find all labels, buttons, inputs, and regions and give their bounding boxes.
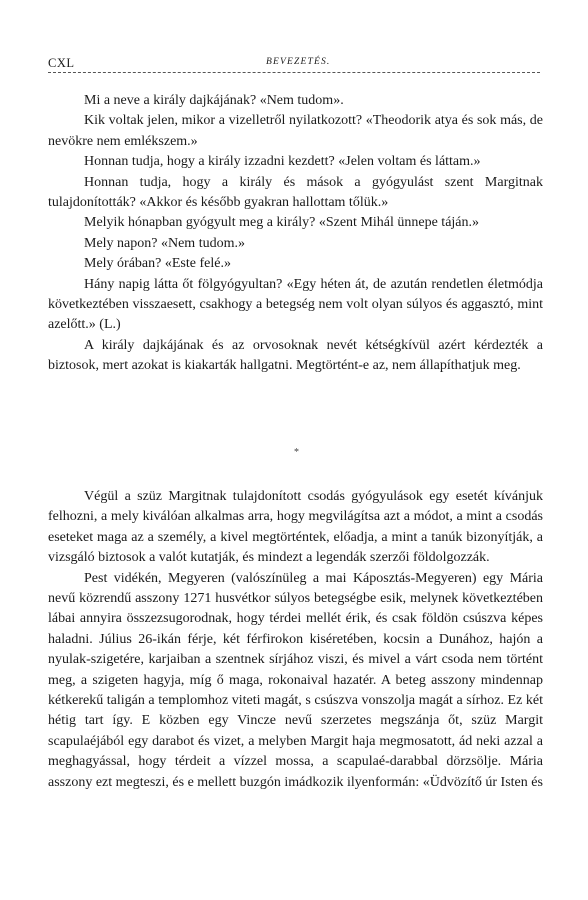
paragraph: Végül a szüz Margitnak tulajdonított csodás gyógyulások egy esetét kívánjuk felhozni, a mely kiválóan alkalmas arra, hogy megvilágítsa azt a módot, a mint a csodás eseteket maga az a személy, a kivel megtörténtek, előadja, a mint a tanúk bizonyítják, a vizsgáló biztosok a valót kutatják, és mindezt a legendák szerzői földolgozzák.: [48, 489, 543, 566]
paragraph: Honnan tudja, hogy a király és mások a gyógyulást szent Margitnak tulajdonították? «Akkor és később gyakran hallottam tőlük.»: [48, 174, 543, 211]
paragraph: Mely órában? «Este felé.»: [84, 256, 231, 272]
paragraph: Honnan tudja, hogy a király izzadni kezdett? «Jelen voltam és láttam.»: [84, 154, 481, 170]
paragraph: Melyik hónapban gyógyult meg a király? «Szent Mihál ünnepe táján.»: [84, 215, 480, 231]
testimony-block: [48, 91, 543, 377]
narrative-block: [48, 487, 543, 793]
paragraph: A király dajkájának és az orvosoknak nevét kétségkívül azért kérdezték a biztosok, mert azokat is kiakarták hallgatni. Megtörtént-e az, nem állapíthatjuk meg.: [48, 337, 543, 374]
paragraph: Mi a neve a király dajkájának? «Nem tudom».: [84, 93, 344, 108]
paragraph: Mely napon? «Nem tudom.»: [84, 235, 245, 251]
page-number: CXL: [48, 56, 75, 70]
page-header: [48, 56, 540, 74]
paragraph: Pest vidékén, Megyeren (valószínüleg a mai Káposztás-Megyeren) egy Mária nevű közrendű asszony 1271 husvétkor súlyos betegségbe esik, melynek következtében lábai annyira összezsugorodnak, hogy térdei mellét érik, és csak földön csúszva képes haladni. Július 26-ikán férje, két férfirokon kiséretében, kocsin a Dunához, hajón a nyulak-szigetére, karjaiban a szentnek sírjához viszi, és mivel a várt csoda nem történt meg, a szigeten hagyja, míg ő maga, rokonaival hazatér. A beteg asszony mindennap kétkerekű taligán a templomhoz viteti magát, s csúszva vonszolja magát a sírhoz. Ez két hétig tart így. E közben egy Vincze nevű szerzetes megszánja őt, szüz Margit scapulaéjából egy darabot és vizet, a melyben Margit haja megmosatott, ád neki azzal a meghagyással, hogy térdeit a vízzel mossa, a scapulaé-darabbal dörzsölje. Mária asszony ezt megteszi, és e mellett buzgón imádkozik ilyenformán: «Üdvözítő úr Isten és: [48, 570, 543, 790]
header-rule: [48, 72, 540, 73]
paragraph: Hány napig látta őt fölgyógyultan? «Egy héten át, de azután rendetlen életmódja következtében visszaesett, csakhogy a betegség nem volt olyan súlyos és aggasztó, mint azelőtt.» (L.): [48, 276, 543, 333]
paragraph: Kik voltak jelen, mikor a vizelletről nyilatkozott? «Theodorik atya és sok más, de nevökre nem emlékszem.»: [48, 113, 543, 149]
section-separator: *: [294, 447, 299, 458]
running-title: BEVEZETÉS.: [266, 57, 331, 67]
